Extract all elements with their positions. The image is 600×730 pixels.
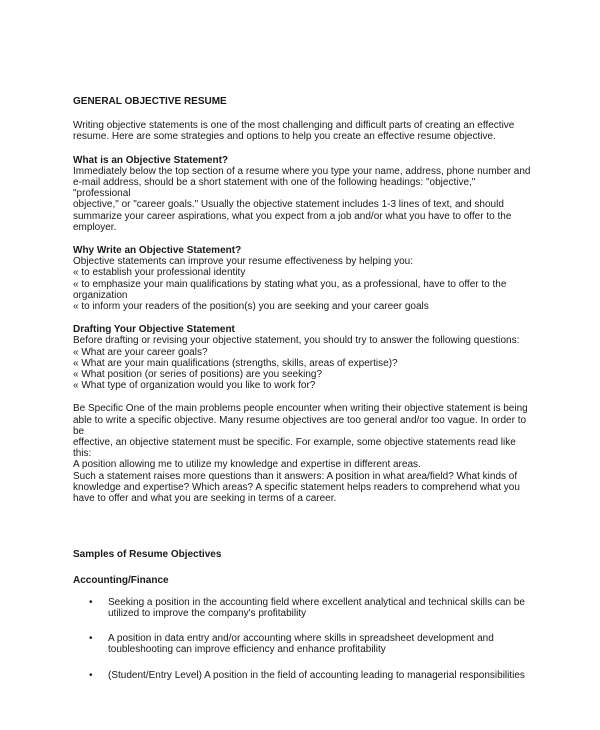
text-line: (Student/Entry Level) A position in the field of accounting leading to managerial responsibilities xyxy=(108,669,525,681)
list-item xyxy=(73,633,533,655)
text-line: resume. Here are some strategies and options to help you create an effective resume objective. xyxy=(73,131,496,143)
text-line: Seeking a position in the accounting field where excellent analytical and technical skills can be xyxy=(108,596,525,608)
list-line: « What are your main qualifications (strengths, skills, areas of expertise)? xyxy=(73,357,398,369)
list-line: « What type of organization would you like to work for? xyxy=(73,380,316,392)
text-line: Be Specific One of the main problems people encounter when writing their objective statement is being xyxy=(73,403,528,415)
text-line: able to write a specific objective. Many resume objectives are too general and/or too vague. In order to be xyxy=(73,414,527,437)
text-line: objective," or "career goals." Usually the objective statement includes 1-3 lines of text, and should xyxy=(73,199,504,211)
section-heading-what: What is an Objective Statement? xyxy=(73,154,229,166)
text-line: summarize your career aspirations, what you expect from a job and/or what you have to offer to the xyxy=(73,210,512,222)
text-line: Immediately below the top section of a resume where you type your name, address, phone number and xyxy=(73,165,531,177)
list-line: « to emphasize your main qualifications by stating what you, as a professional, have to offer to the xyxy=(73,278,507,290)
bullet-icon: • xyxy=(89,669,93,681)
list-line: « to establish your professional identity xyxy=(73,267,246,279)
text-line: knowledge and expertise? Which areas? A specific statement helps readers to comprehend what you xyxy=(73,481,520,493)
spacer xyxy=(73,516,533,549)
what-section xyxy=(73,155,533,233)
text-line: Such a statement raises more questions than it answers: A position in what area/field? What kinds of xyxy=(73,470,518,482)
list-line: organization xyxy=(73,289,128,301)
list-line: « What are your career goals? xyxy=(73,346,208,358)
text-line: effective, an objective statement must be specific. For example, some objective statements read like this: xyxy=(73,437,516,460)
text-line: utilized to improve the company's profitability xyxy=(108,607,307,619)
text-line: employer. xyxy=(73,221,117,233)
text-line: have to offer and what you are seeking in terms of a career. xyxy=(73,493,337,505)
text-line: A position allowing me to utilize my knowledge and expertise in different areas. xyxy=(73,459,421,471)
bullet-icon: • xyxy=(89,596,93,608)
text-line: e-mail address, should be a short statement with one of the following headings: "objective," "professional xyxy=(73,177,476,200)
specific-paragraph xyxy=(73,403,533,504)
list-item xyxy=(73,597,533,619)
text-line: A position in data entry and/or accounting where skills in spreadsheet development and xyxy=(108,633,494,645)
section-heading-drafting: Drafting Your Objective Statement xyxy=(73,324,235,336)
text-line: Before drafting or revising your objective statement, you should try to answer the following questions: xyxy=(73,335,520,347)
list-line: « to inform your readers of the position(s) you are seeking and your career goals xyxy=(73,301,429,313)
document-title: GENERAL OBJECTIVE RESUME xyxy=(73,96,227,107)
section-heading-why: Why Write an Objective Statement? xyxy=(73,245,242,257)
document-page xyxy=(73,96,533,695)
bullet-icon: • xyxy=(89,633,93,645)
samples-heading: Samples of Resume Objectives xyxy=(73,549,222,561)
drafting-section xyxy=(73,324,533,391)
list-item xyxy=(73,670,533,681)
intro-paragraph xyxy=(73,120,533,142)
accounting-subheading: Accounting/Finance xyxy=(73,574,169,586)
list-line: « What position (or series of positions) are you seeking? xyxy=(73,369,323,381)
text-line: toubleshooting can improve efficiency and enhance profitability xyxy=(108,644,386,656)
text-line: Objective statements can improve your resume effectiveness by helping you: xyxy=(73,256,413,268)
text-line: Writing objective statements is one of the most challenging and difficult parts of creating an effective xyxy=(73,120,515,132)
why-section xyxy=(73,245,533,312)
